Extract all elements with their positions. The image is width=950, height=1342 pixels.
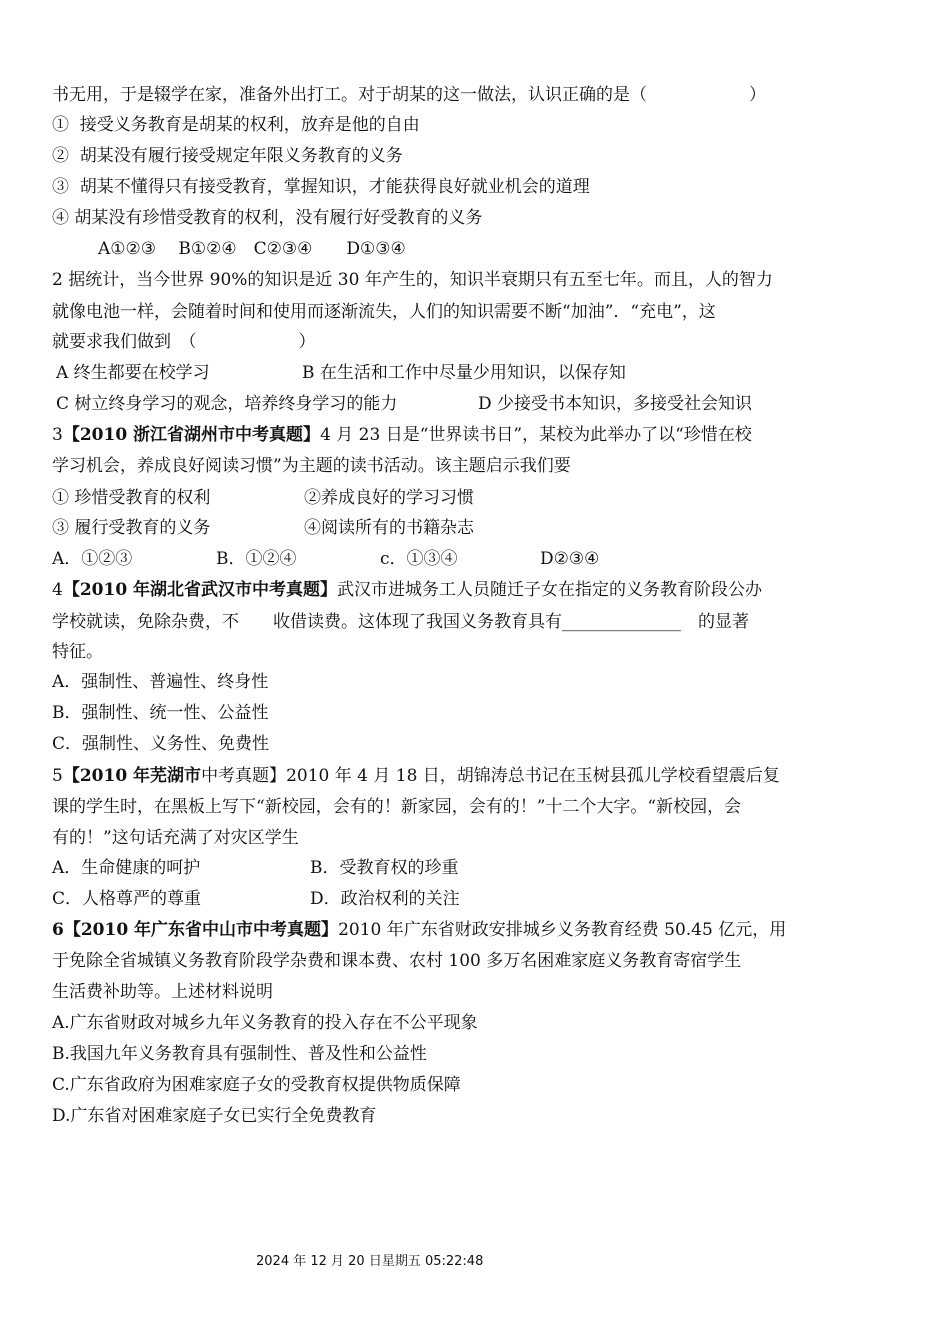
q5-stem-2: 课的学生时，在黑板上写下“新校园，会有的！新家园，会有的！”十二个大字。“新校园，会 xyxy=(52,797,742,817)
q5-source-tail: 中考真题】 xyxy=(201,766,287,786)
q1-item-4: ④ 胡某没有珍惜受教育的权利，没有履行好受教育的义务 xyxy=(52,208,483,228)
q3-item-1: ① 珍惜受教育的权利 xyxy=(52,488,211,508)
q3-item-2: ②养成良好的学习习惯 xyxy=(304,488,474,508)
q5-option-a: A．生命健康的呵护 xyxy=(52,858,201,878)
q1-item-1: ① 接受义务教育是胡某的权利，放弃是他的自由 xyxy=(52,115,420,135)
q2-stem-2: 就像电池一样，会随着时间和使用而逐渐流失，人们的知识需要不断“加油”．“充电”，这 xyxy=(52,302,716,322)
q6-source: 6【2010 年广东省中山市中考真题】 xyxy=(52,920,339,940)
q2-stem-3: 就要求我们做到 （ ） xyxy=(52,332,316,352)
footer-timestamp: 2024 年 12 月 20 日星期五 05:22:48 xyxy=(256,1254,484,1269)
q6-stem-text: 2010 年广东省财政安排城乡义务教育经费 50.45 亿元，用 xyxy=(338,920,787,940)
q6-stem-1 xyxy=(52,919,786,941)
q3-option-a: A．①②③ xyxy=(52,549,133,569)
q1-stem: 书无用，于是辍学在家，准备外出打工。对于胡某的这一做法，认识正确的是（ ） xyxy=(52,85,766,105)
q6-option-a: A.广东省财政对城乡九年义务教育的投入存在不公平现象 xyxy=(52,1013,478,1033)
q5-option-b: B．受教育权的珍重 xyxy=(310,858,459,878)
q4-stem-2: 学校就读，免除杂费，不 收借读费。这体现了我国义务教育具有______________ 的显著 xyxy=(52,612,749,632)
q4-stem-1 xyxy=(52,579,762,601)
q6-option-d: D.广东省对困难家庭子女已实行全免费教育 xyxy=(52,1106,377,1126)
q4-option-b: B．强制性、统一性、公益性 xyxy=(52,703,269,723)
q3-stem-text: 4 月 23 日是“世界读书日”，某校为此举办了以“珍惜在校 xyxy=(320,425,752,445)
q4-option-c: C．强制性、义务性、免费性 xyxy=(52,734,270,754)
q5-stem-text: 2010 年 4 月 18 日，胡锦涛总书记在玉树县孤儿学校看望震后复 xyxy=(286,766,780,786)
q2-option-a: A 终生都要在校学习 xyxy=(56,363,210,383)
q1-options: A①②③ B①②④ C②③④ D①③④ xyxy=(98,239,406,259)
q3-source: 【2010 浙江省湖州市中考真题】 xyxy=(62,425,321,445)
q4-number: 4 xyxy=(52,580,63,600)
q5-source: 【2010 年芜湖市 xyxy=(62,766,202,786)
q2-option-d: D 少接受书本知识，多接受社会知识 xyxy=(478,394,753,414)
q3-option-d: D②③④ xyxy=(540,549,600,569)
q6-stem-2: 于免除全省城镇义务教育阶段学杂费和课本费、农村 100 多万名困难家庭义务教育寄宿学生 xyxy=(52,951,742,971)
q3-number: 3 xyxy=(52,425,63,445)
q3-option-c: c．①③④ xyxy=(380,549,458,569)
q3-item-4: ④阅读所有的书籍杂志 xyxy=(304,518,474,538)
q2-option-b: B 在生活和工作中尽量少用知识，以保存知 xyxy=(302,363,626,383)
q2-option-c: C 树立终身学习的观念，培养终身学习的能力 xyxy=(56,394,398,414)
q1-item-3: ③ 胡某不懂得只有接受教育，掌握知识，才能获得良好就业机会的道理 xyxy=(52,177,590,197)
q4-stem-3: 特征。 xyxy=(52,642,103,662)
q3-stem-1 xyxy=(52,424,752,446)
q3-item-3: ③ 履行受教育的义务 xyxy=(52,518,211,538)
q5-option-c: C．人格尊严的尊重 xyxy=(52,889,202,909)
q4-stem-text: 武汉市进城务工人员随迁子女在指定的义务教育阶段公办 xyxy=(337,580,763,600)
q1-item-2: ② 胡某没有履行接受规定年限义务教育的义务 xyxy=(52,146,403,166)
q5-stem-3: 有的！”这句话充满了对灾区学生 xyxy=(52,828,299,848)
q5-option-d: D．政治权利的关注 xyxy=(310,889,460,909)
q4-option-a: A．强制性、普遍性、终身性 xyxy=(52,672,269,692)
q5-stem-1 xyxy=(52,765,780,787)
q6-stem-3: 生活费补助等。上述材料说明 xyxy=(52,982,273,1002)
q3-stem-2: 学习机会，养成良好阅读习惯”为主题的读书活动。该主题启示我们要 xyxy=(52,456,571,476)
q5-number: 5 xyxy=(52,766,63,786)
q6-option-c: C.广东省政府为困难家庭子女的受教育权提供物质保障 xyxy=(52,1075,461,1095)
q6-option-b: B.我国九年义务教育具有强制性、普及性和公益性 xyxy=(52,1044,427,1064)
q4-source: 【2010 年湖北省武汉市中考真题】 xyxy=(62,580,338,600)
q3-option-b: B．①②④ xyxy=(216,549,297,569)
q2-stem-1: 2 据统计，当今世界 90%的知识是近 30 年产生的，知识半衰期只有五至七年。而且，人的智力 xyxy=(52,270,773,290)
